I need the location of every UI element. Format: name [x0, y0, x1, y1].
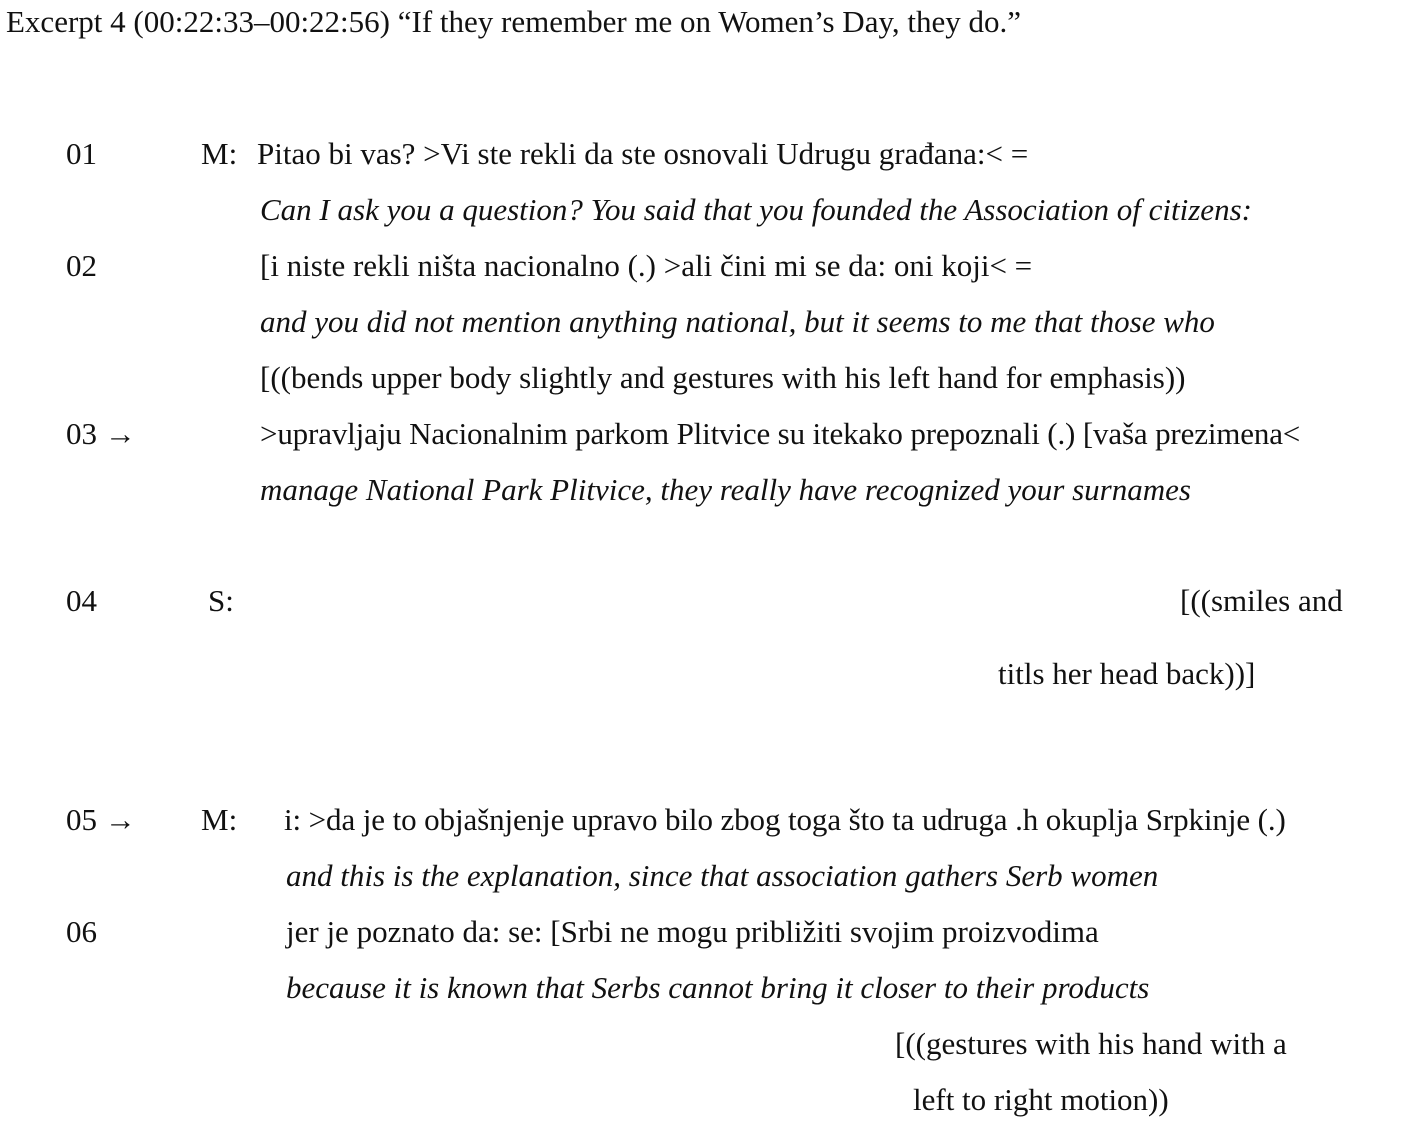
- transcript-line-05: i: >da je to objašnjenje upravo bilo zbog toga što ta udruga .h okuplja Srpkinje (.): [284, 802, 1286, 837]
- line-number-01: 01: [66, 136, 97, 171]
- line-number-04: 04: [66, 583, 97, 618]
- gesture-annotation-06a: [((gestures with his hand with a: [895, 1026, 1287, 1061]
- excerpt-title: Excerpt 4 (00:22:33–00:22:56) “If they remember me on Women’s Day, they do.”: [6, 4, 1022, 39]
- line-number-05: 05 →: [66, 802, 136, 837]
- line-number-02: 02: [66, 248, 97, 283]
- translation-line-01: Can I ask you a question? You said that you founded the Association of citizens:: [260, 192, 1252, 227]
- gesture-annotation-02: [((bends upper body slightly and gestures with his left hand for emphasis)): [260, 360, 1186, 395]
- gesture-annotation-04a: [((smiles and: [1180, 583, 1343, 618]
- line-number-06: 06: [66, 914, 97, 949]
- translation-line-06: because it is known that Serbs cannot bring it closer to their products: [286, 970, 1150, 1005]
- transcript-line-02: [i niste rekli ništa nacionalno (.) >ali čini mi se da: oni koji< =: [260, 248, 1033, 283]
- transcript-line-06: jer je poznato da: se: [Srbi ne mogu približiti svojim proizvodima: [286, 914, 1099, 949]
- translation-line-03: manage National Park Plitvice, they really have recognized your surnames: [260, 472, 1191, 507]
- speaker-label-01: M:: [201, 136, 238, 171]
- gesture-annotation-06b: left to right motion)): [913, 1082, 1169, 1117]
- speaker-label-05: M:: [201, 802, 238, 837]
- translation-line-02: and you did not mention anything national, but it seems to me that those who: [260, 304, 1215, 339]
- transcript-line-01: Pitao bi vas? >Vi ste rekli da ste osnovali Udrugu građana:< =: [257, 136, 1029, 171]
- translation-line-05: and this is the explanation, since that association gathers Serb women: [286, 858, 1159, 893]
- transcript-line-03: >upravljaju Nacionalnim parkom Plitvice su itekako prepoznali (.) [vaša prezimena<: [260, 416, 1301, 451]
- line-number-03: 03 →: [66, 416, 136, 451]
- gesture-annotation-04b: titls her head back))]: [998, 656, 1256, 691]
- speaker-label-04: S:: [208, 583, 234, 618]
